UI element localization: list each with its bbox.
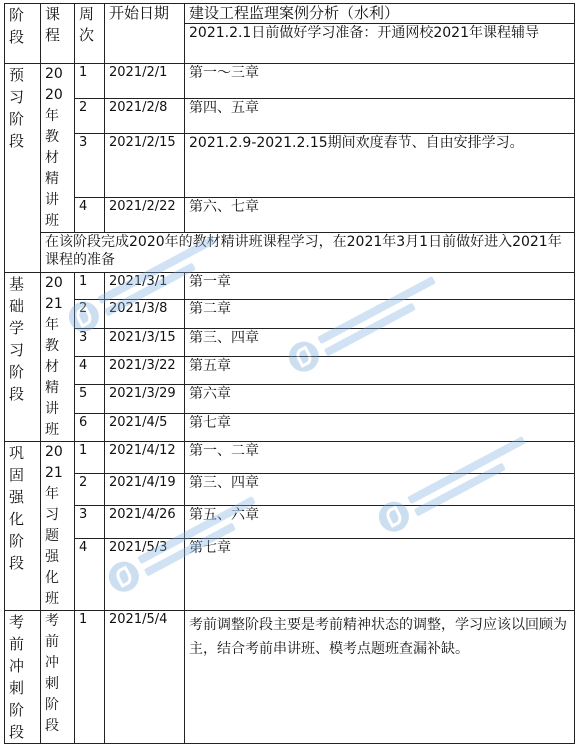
- table-row: [5, 99, 575, 134]
- stage-label: 考前冲刺阶段: [5, 611, 41, 744]
- week-cell: 2: [75, 99, 105, 134]
- table-row: [5, 233, 575, 273]
- week-cell: 3: [75, 328, 105, 356]
- week-cell: 4: [75, 538, 105, 610]
- table-row: [5, 273, 575, 300]
- week-cell: 3: [75, 506, 105, 538]
- content-cell: 第五章: [185, 356, 575, 384]
- content-cell: 第五、六章: [185, 506, 575, 538]
- table-row: [5, 300, 575, 328]
- header-stage: 阶段: [5, 4, 41, 64]
- week-cell: 6: [75, 413, 105, 441]
- date-cell: 2021/4/5: [105, 413, 185, 441]
- date-cell: 2021/3/15: [105, 328, 185, 356]
- table-row: [5, 134, 575, 198]
- week-cell: 2: [75, 300, 105, 328]
- week-cell: 1: [75, 611, 105, 744]
- date-cell: 2021/4/12: [105, 442, 185, 474]
- table-row: [5, 442, 575, 474]
- week-cell: 3: [75, 134, 105, 198]
- content-cell: 2021.2.9-2021.2.15期间欢度春节、自由安排学习。: [185, 134, 575, 198]
- content-cell: 第六、七章: [185, 197, 575, 232]
- table-row: [5, 538, 575, 610]
- stage-label: 预习阶段: [5, 64, 41, 273]
- table-title: 建设工程监理案例分析（水利）: [185, 4, 575, 24]
- content-cell: 第三、四章: [185, 474, 575, 506]
- header-course: 课程: [41, 4, 75, 64]
- content-cell: 第七章: [185, 413, 575, 441]
- content-cell: 第七章: [185, 538, 575, 610]
- week-cell: 4: [75, 356, 105, 384]
- date-cell: 2021/3/8: [105, 300, 185, 328]
- course-label: 2020年教材精讲班: [41, 64, 75, 233]
- content-cell: 第三、四章: [185, 328, 575, 356]
- date-cell: 2021/2/1: [105, 64, 185, 99]
- date-cell: 2021/2/15: [105, 134, 185, 198]
- date-cell: 2021/5/3: [105, 538, 185, 610]
- intro-note: 2021.2.1日前做好学习准备：开通网校2021年课程辅导: [185, 24, 575, 64]
- date-cell: 2021/2/8: [105, 99, 185, 134]
- week-cell: 2: [75, 474, 105, 506]
- date-cell: 2021/5/4: [105, 611, 185, 744]
- date-cell: 2021/3/29: [105, 385, 185, 413]
- course-label: 2021年习题强化班: [41, 442, 75, 611]
- table-row: [5, 328, 575, 356]
- content-cell: 第六章: [185, 385, 575, 413]
- week-cell: 1: [75, 64, 105, 99]
- stage-note: 在该阶段完成2020年的教材精讲班课程学习，在2021年3月1日前做好进入2021年课程的准备: [41, 233, 575, 273]
- date-cell: 2021/3/1: [105, 273, 185, 300]
- study-plan-table: [4, 3, 575, 744]
- header-row: [5, 4, 575, 24]
- table-row: [5, 506, 575, 538]
- content-cell: 第一、二章: [185, 442, 575, 474]
- content-cell: 第四、五章: [185, 99, 575, 134]
- week-cell: 5: [75, 385, 105, 413]
- content-cell: 第一～三章: [185, 64, 575, 99]
- table-row: [5, 385, 575, 413]
- course-label: 2021年教材精讲班: [41, 273, 75, 442]
- date-cell: 2021/2/22: [105, 197, 185, 232]
- stage-label: 基础学习阶段: [5, 273, 41, 442]
- table-row: [5, 197, 575, 232]
- content-cell: 考前调整阶段主要是考前精神状态的调整，学习应该以回顾为主，结合考前串讲班、模考点题班查漏补缺。: [185, 611, 575, 744]
- header-start-date: 开始日期: [105, 4, 185, 64]
- header-week: 周次: [75, 4, 105, 64]
- week-cell: 1: [75, 442, 105, 474]
- stage-label: 巩固强化阶段: [5, 442, 41, 611]
- date-cell: 2021/3/22: [105, 356, 185, 384]
- course-label: 考前冲刺阶段: [41, 611, 75, 744]
- table-row: [5, 356, 575, 384]
- table-row: [5, 611, 575, 744]
- date-cell: 2021/4/19: [105, 474, 185, 506]
- week-cell: 4: [75, 197, 105, 232]
- date-cell: 2021/4/26: [105, 506, 185, 538]
- content-cell: 第一章: [185, 273, 575, 300]
- content-cell: 第二章: [185, 300, 575, 328]
- table-row: [5, 64, 575, 99]
- table-row: [5, 413, 575, 441]
- table-row: [5, 474, 575, 506]
- week-cell: 1: [75, 273, 105, 300]
